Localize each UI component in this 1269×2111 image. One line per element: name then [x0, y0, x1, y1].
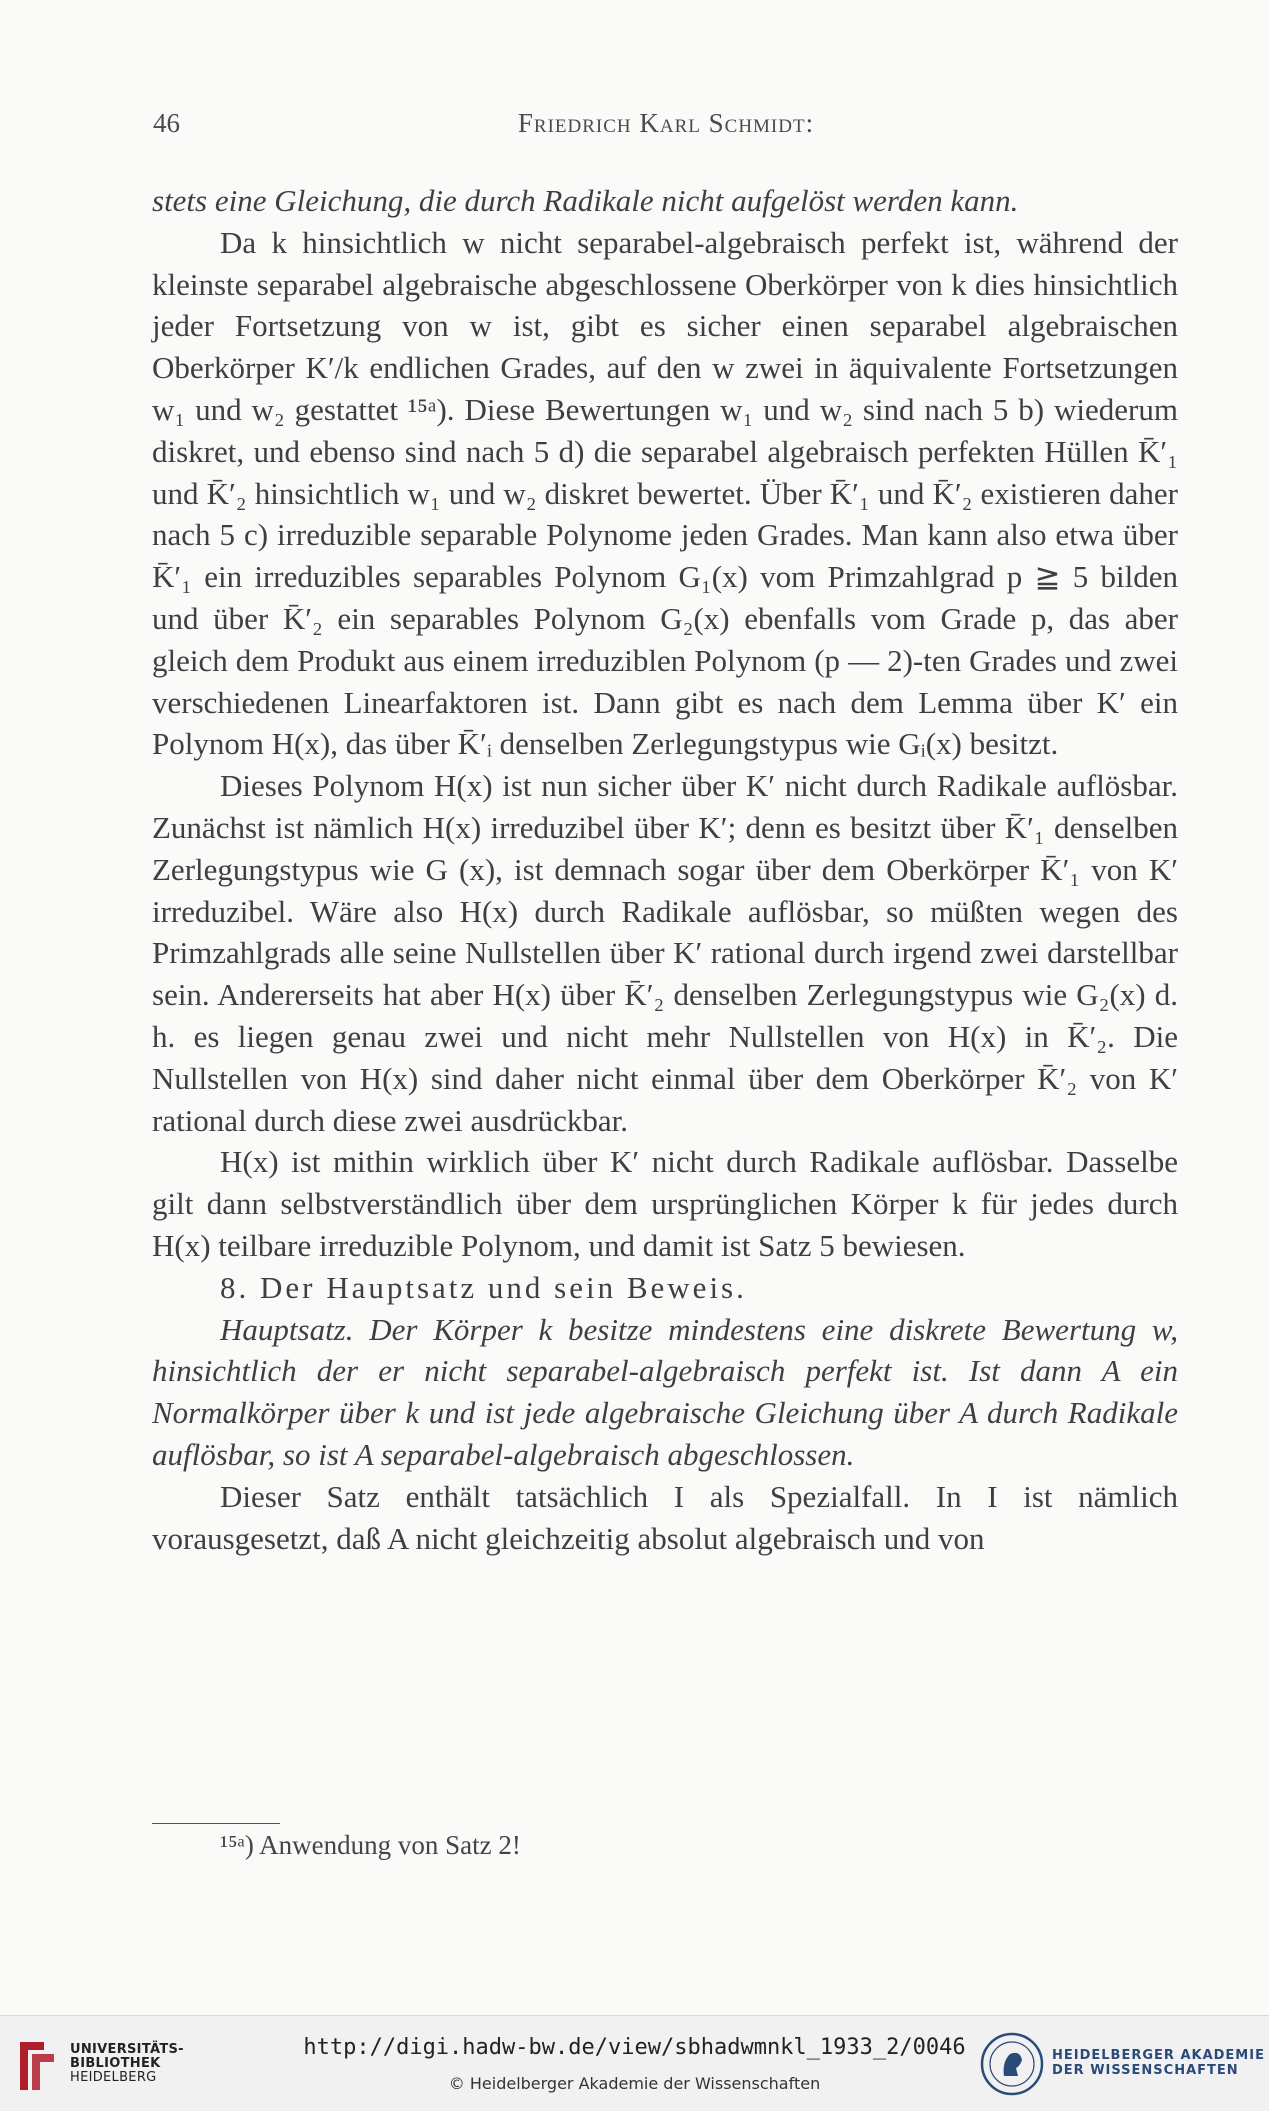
running-title: Friedrich Karl Schmidt:	[517, 108, 815, 138]
paragraph-3: Dieses Polynom H(x) ist nun sicher über K′ nicht durch Radikale auflösbar. Zunächst ist nämlich H(x) irreduzibel über K′; denn es besitzt über K̄′₁ denselben Zerlegungstypus wie G (x), ist demnach sogar über dem Oberkörper K̄′₁ von K′ irreduzibel. Wäre also H(x) durch Radikale auflösbar, so müßten wegen des Primzahlgrads alle seine Nullstellen über K′ rational durch irgend zwei darstellbar sein. Andererseits hat aber H(x) über K̄′₂ denselben Zerlegungstypus wie G₂(x) d. h. es liegen genau zwei und nicht mehr Nullstellen von H(x) in K̄′₂. Die Nullstellen von H(x) sind daher nicht einmal über dem Oberkörper K̄′₂ von K′ rational durch diese zwei ausdrückbar.	[152, 768, 1178, 1138]
body-text	[152, 180, 1178, 1559]
academy-seal-icon	[980, 2032, 1044, 2096]
page-number: 46	[153, 108, 180, 138]
running-header	[153, 108, 1179, 148]
paragraph-4: H(x) ist mithin wirklich über K′ nicht durch Radikale auflösbar. Dasselbe gilt dann selbstverständlich über dem ursprünglichen Körper k für jedes durch H(x) teilbare irreduzible Polynom, und damit ist Satz 5 bewiesen.	[152, 1144, 1178, 1263]
footnote-rule	[152, 1823, 280, 1824]
permalink[interactable]: http://digi.hadw-bw.de/view/sbhadwmnkl_1933_2/0046	[303, 2035, 966, 2060]
footnote: ¹⁵ᵃ) Anwendung von Satz 2!	[220, 1830, 521, 1860]
copyright-notice: © Heidelberger Akademie der Wissenschaften	[448, 2074, 821, 2093]
paragraph-7: Dieser Satz enthält tatsächlich I als Spezialfall. In I ist nämlich vorausgesetzt, daß A nicht gleichzeitig absolut algebraisch und von	[152, 1478, 1178, 1556]
theorem-paragraph: Hauptsatz. Der Körper k besitze mindestens eine diskrete Bewertung w, hinsichtlich der er nicht separabel-algebraisch perfekt ist. Ist dann A ein Normalkörper über k und ist jede algebraische Gleichung über A durch Radikale auflösbar, so ist A separabel-algebraisch abgeschlossen.	[152, 1311, 1178, 1472]
academy-name: HEIDELBERGER AKADEMIE DER WISSENSCHAFTEN	[1052, 2048, 1265, 2078]
section-heading: 8. Der Hauptsatz und sein Beweis.	[220, 1269, 747, 1305]
viewer-footer	[0, 2015, 1269, 2111]
library-name: UNIVERSITÄTS- BIBLIOTHEK HEIDELBERG	[70, 2042, 184, 2085]
paragraph-2: Da k hinsichtlich w nicht separabel-algebraisch perfekt ist, während der kleinste separabel algebraische abgeschlossene Oberkörper von k dies hinsichtlich jeder Fortsetzung von w ist, gibt es sicher einen separabel algebraischen Oberkörper K′/k endlichen Grades, auf den w zwei in äquivalente Fortsetzungen w₁ und w₂ gestattet ¹⁵ᵃ). Diese Bewertungen w₁ und w₂ sind nach 5 b) wiederum diskret, und ebenso sind nach 5 d) die separabel algebraisch perfekten Hüllen K̄′₁ und K̄′₂ hinsichtlich w₁ und w₂ diskret bewertet. Über K̄′₁ und K̄′₂ existieren daher nach 5 c) irreduzible separable Polynome jeden Grades. Man kann also etwa über K̄′₁ ein irreduzibles separables Polynom G₁(x) vom Primzahlgrad p ≧ 5 bilden und über K̄′₂ ein separables Polynom G₂(x) ebenfalls vom Grade p, das aber gleich dem Produkt aus einem irreduziblen Polynom (p — 2)-ten Grades und zwei verschiedenen Linearfaktoren ist. Dann gibt es nach dem Lemma über K′ ein Polynom H(x), das über K̄′ᵢ denselben Zerlegungstypus wie Gᵢ(x) besitzt.	[152, 224, 1178, 762]
paragraph-1: stets eine Gleichung, die durch Radikale nicht aufgelöst werden kann.	[152, 183, 1019, 218]
